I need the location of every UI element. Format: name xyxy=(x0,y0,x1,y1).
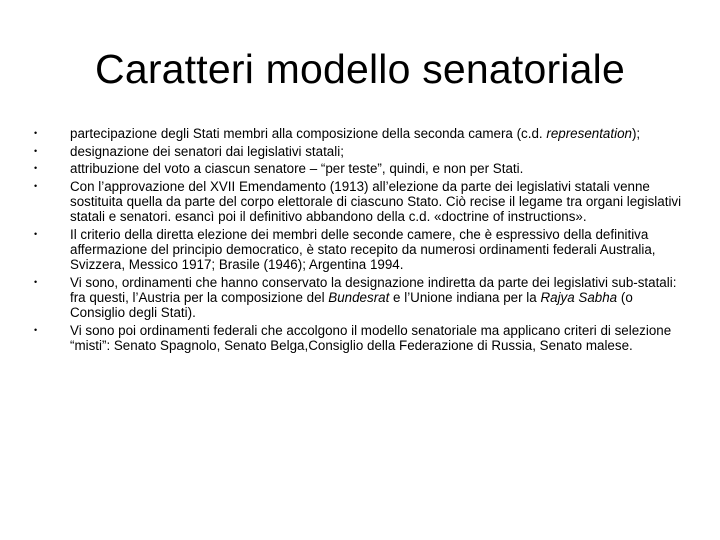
bullet-item xyxy=(34,227,690,273)
bullet-dot-icon: • xyxy=(34,128,38,138)
bullet-list xyxy=(34,126,690,356)
bullet-text: designazione dei senatori dai legislativi statali; xyxy=(70,143,344,159)
bullet-item xyxy=(34,179,690,225)
bullet-item xyxy=(34,161,690,176)
bullet-dot-icon: • xyxy=(34,228,38,239)
slide-title: Caratteri modello senatoriale xyxy=(95,46,625,92)
bullet-item xyxy=(34,126,690,141)
bullet-text: Vi sono, ordinamenti che hanno conservato la designazione indiretta da parte dei legislativi sub-statali: fra questi, l’Austria per la composizione del Bundesrat e l’Unione indiana per la Rajya Sabha (o Consiglio degli Stati). xyxy=(70,274,677,321)
bullet-dot-icon: • xyxy=(34,324,38,335)
bullet-dot-icon: • xyxy=(34,276,38,287)
bullet-item xyxy=(34,323,690,353)
bullet-text: Con l’approvazione del XVII Emendamento (1913) all’elezione da parte dei legislativi statali venne sostituita quella da parte del corpo elettorale di ciascuno Stato. Ciò recise il legame tra organi legislativi statali e senatori. esancì poi il definitivo abbandono della c.d. «doctrine of instructions». xyxy=(70,178,682,225)
bullet-text: Il criterio della diretta elezione dei membri delle seconde camere, che è espressivo della definitiva affermazione del principio democratico, è stato recepito da numerosi ordinamenti federali Australia, Svizzera, Messico 1917; Brasile (1946); Argentina 1994. xyxy=(70,226,656,273)
bullet-text: Vi sono poi ordinamenti federali che accolgono il modello senatoriale ma applicano criteri di selezione “misti”: Senato Spagnolo, Senato Belga,Consiglio della Federazione di Russia, Senato malese. xyxy=(70,322,672,353)
bullet-item xyxy=(34,144,690,159)
bullet-text: partecipazione degli Stati membri alla composizione della seconda camera (c.d. representation); xyxy=(70,126,641,141)
bullet-text: attribuzione del voto a ciascun senatore – “per teste”, quindi, e non per Stati. xyxy=(70,161,524,177)
bullet-item xyxy=(34,275,690,321)
bullet-dot-icon: • xyxy=(34,163,38,174)
bullet-dot-icon: • xyxy=(34,180,38,191)
bullet-dot-icon: • xyxy=(34,145,38,156)
